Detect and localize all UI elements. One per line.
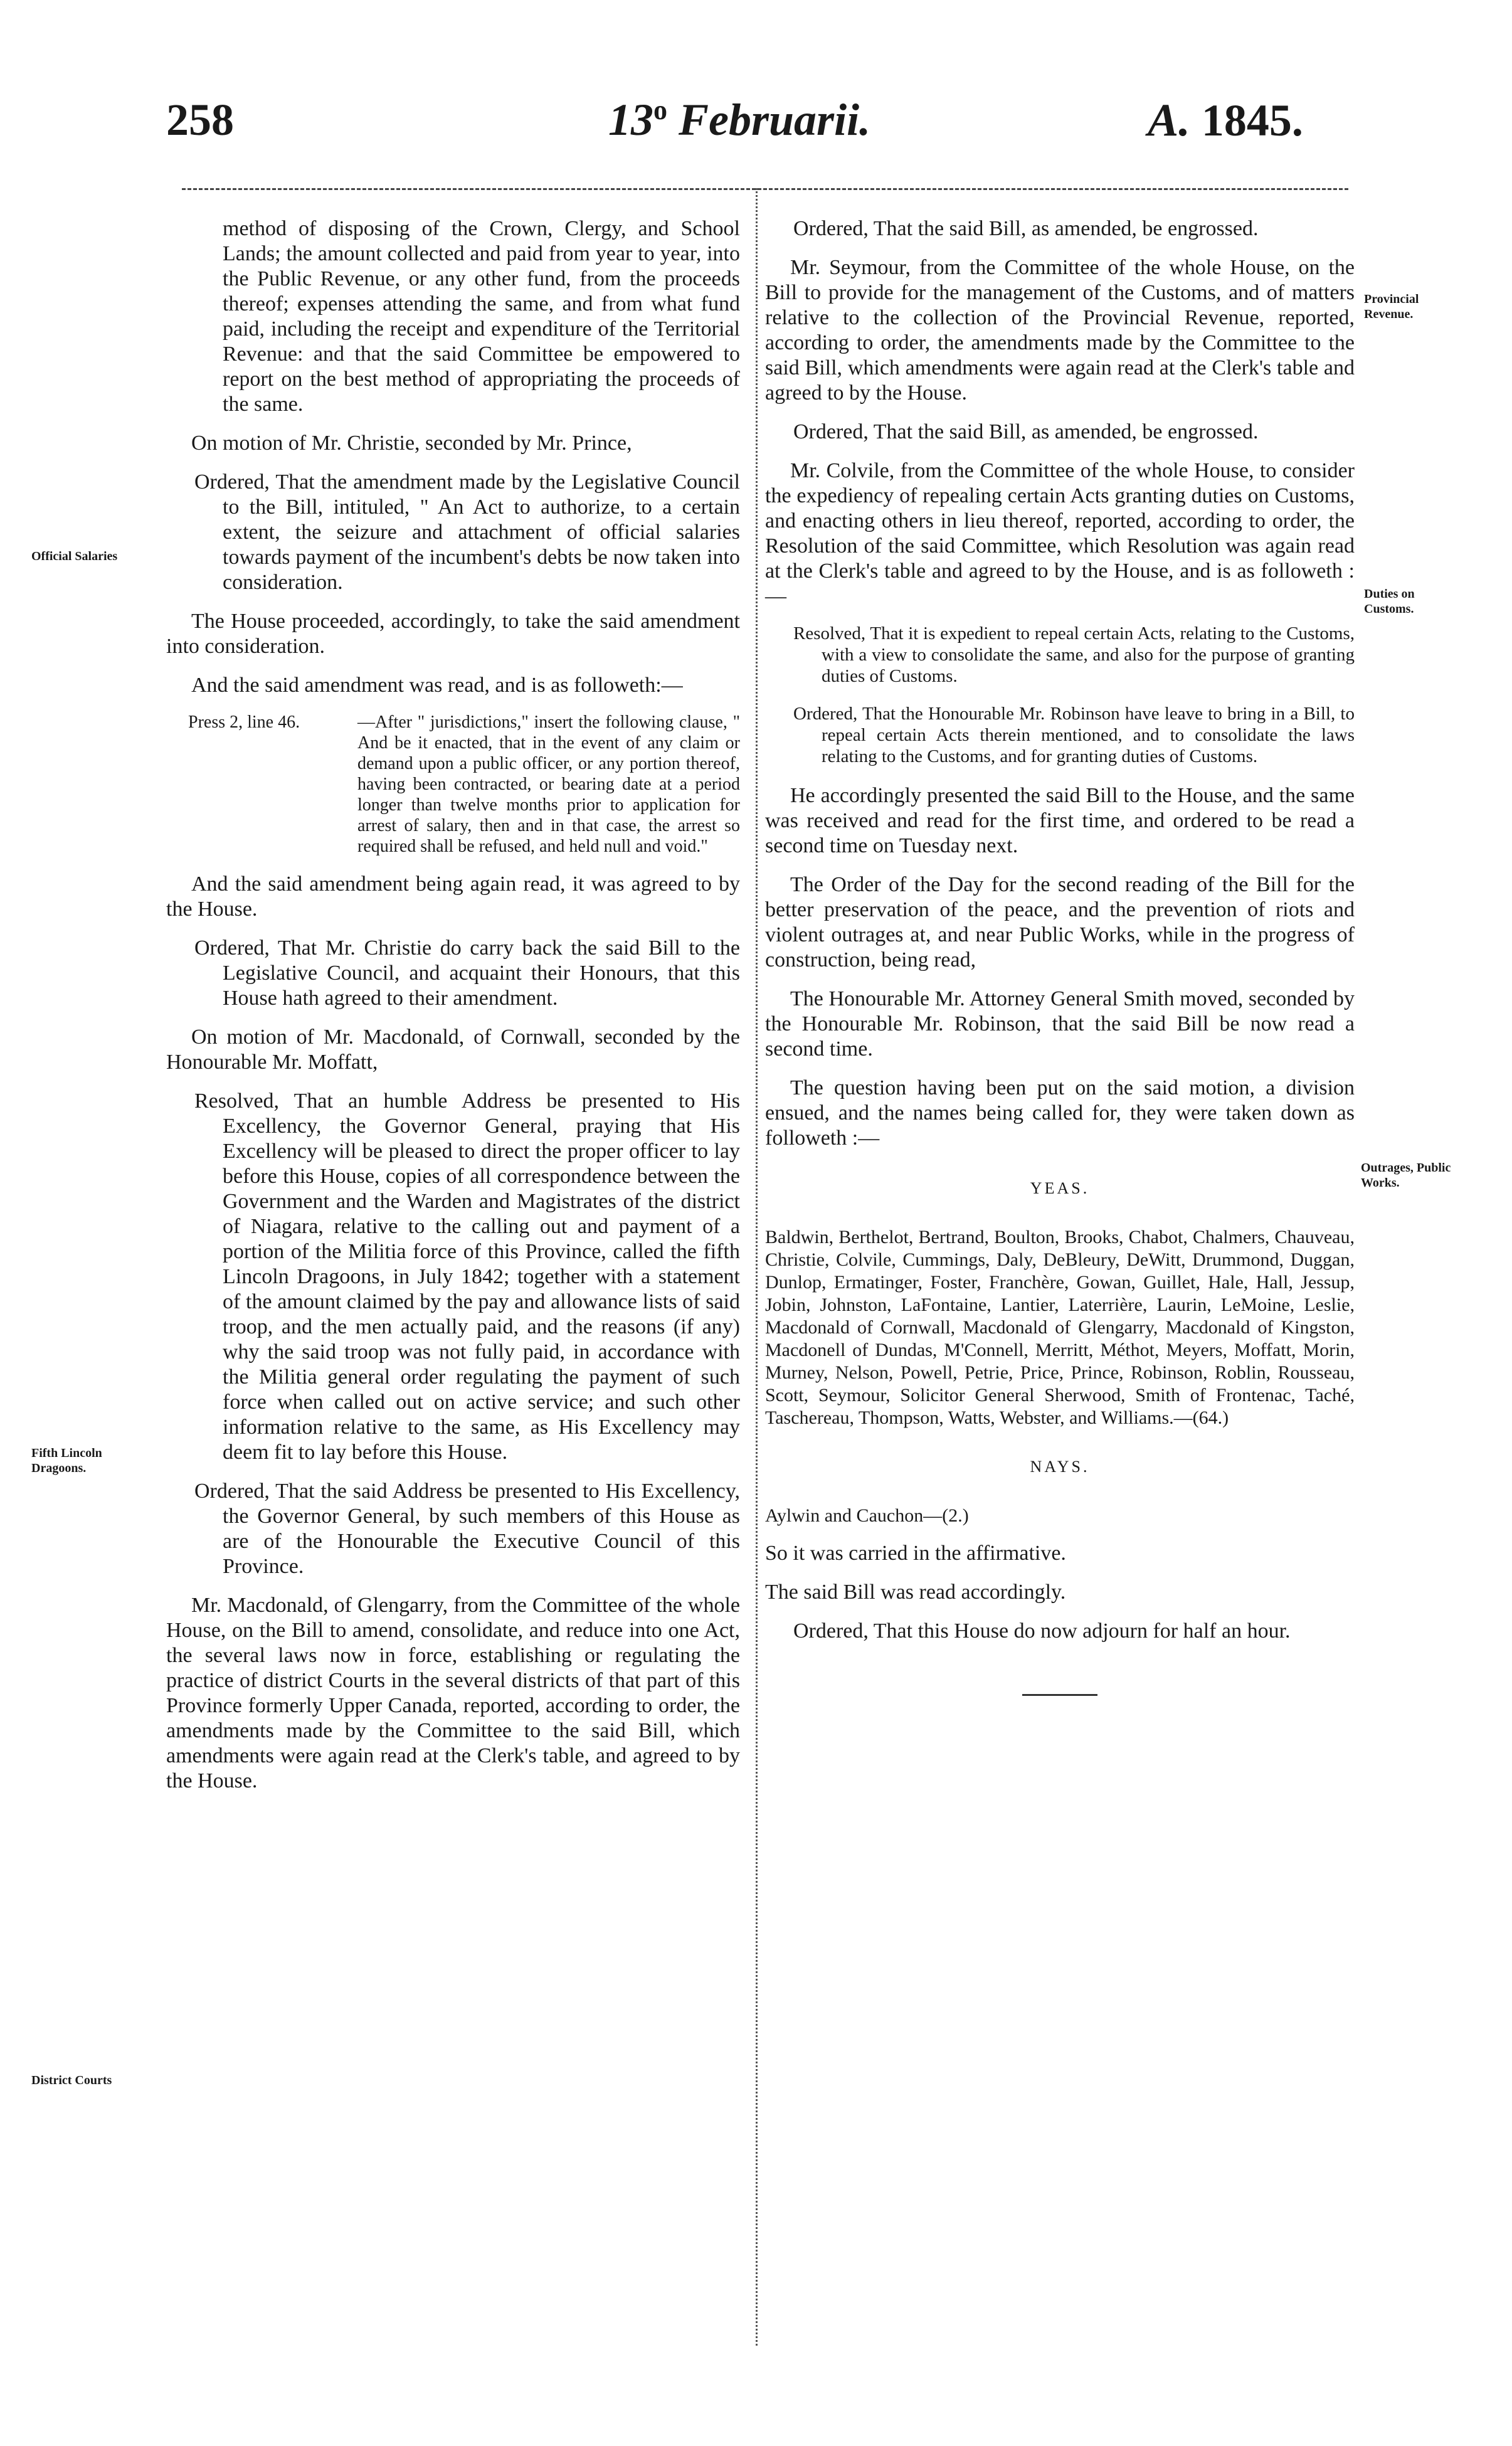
amendment-body: —After " jurisdictions," insert the following clause, " And be it enacted, that in the event of any claim or demand upon a public officer, or any portion thereof, having been contracted, or bearing date at a period longer than twelve months prior to application for arrest of salary, then and in that case, the arrest so required shall be refused, and held null and void." <box>357 712 740 856</box>
right-paragraph-6: Ordered, That the Honourable Mr. Robinson have leave to bring in a Bill, to repeal certain Acts therein mentioned, and to consolidate the laws relating to the Customs, and for granting duties of Customs. <box>793 704 1355 766</box>
page-number: 258 <box>166 95 234 145</box>
left-paragraph-9: Resolved, That an humble Address be presented to His Excellency, the Governor General, praying that His Excellency will be pleased to direct the proper officer to lay before this House, copies of all correspondence between the Government and the Warden and Magistrates of the district of Niagara, relative to the calling out and payment of a portion of the Militia force of this Province, called the fifth Lincoln Dragoons, in July 1842; together with a statement of the amount claimed by the pay and allowance lists of said troop, and the men actually paid, and the reasons (if any) why the said troop was not fully paid, in accordance with the Militia general order regulating the payment of such force when called out on active service; and such other information relative to the same, as His Excellency may deem fit to lay before this House. <box>194 1089 740 1464</box>
page-date: 13$^o$ Februarii. <box>608 95 871 145</box>
margin-note-official-salaries: Official Salaries <box>31 549 118 563</box>
left-paragraph-7: Ordered, That Mr. Christie do carry back the said Bill to the Legislative Council, and acquaint their Honours, that this House hath agreed to their amendment. <box>194 936 740 1010</box>
amendment-label: Press 2, line 46. <box>188 712 300 732</box>
column-divider <box>756 188 758 2346</box>
left-paragraph-8: On motion of Mr. Macdonald, of Cornwall, seconded by the Honourable Mr. Moffatt, <box>166 1025 740 1074</box>
right-paragraph-2: Mr. Seymour, from the Committee of the whole House, on the Bill to provide for the management of the Customs, and of matters relative to the collection of the Provincial Revenue, reported, according to order, the amendments made by the Committee to the said Bill, which amendments were again read at the Clerk's table and agreed to by the House. <box>765 256 1355 405</box>
header-rule <box>182 188 1348 190</box>
right-paragraph-1: Ordered, That the said Bill, as amended, be engrossed. <box>793 217 1259 240</box>
left-paragraph-6: And the said amendment being again read, it was agreed to by the House. <box>166 872 740 921</box>
margin-note-duties-customs: Duties on Customs. <box>1364 587 1415 616</box>
left-paragraph-10: Ordered, That the said Address be presented to His Excellency, the Governor General, by such members of this House as are of the Honourable the Executive Council of this Province. <box>194 1480 740 1578</box>
nays-list: Aylwin and Cauchon—(2.) <box>765 1505 969 1526</box>
right-paragraph-7: He accordingly presented the said Bill to the House, and the same was received and read for the first time, and ordered to be read a second time on Tuesday next. <box>765 784 1355 857</box>
right-paragraph-12: The said Bill was read accordingly. <box>765 1580 1066 1604</box>
page-year: A. 1845. <box>1148 95 1303 146</box>
right-paragraph-9: The Honourable Mr. Attorney General Smith moved, seconded by the Honourable Mr. Robinson, that the said Bill be now read a second time. <box>765 987 1355 1061</box>
left-paragraph-5: And the said amendment was read, and is as followeth:— <box>191 674 683 697</box>
right-paragraph-5: Resolved, That it is expedient to repeal certain Acts, relating to the Customs, with a view to consolidate the same, and also for the purpose of granting duties of Customs. <box>793 623 1355 686</box>
margin-note-provincial-revenue: Provincial Revenue. <box>1364 292 1419 321</box>
resolution-block <box>765 623 1355 767</box>
right-column <box>765 216 1355 1696</box>
right-paragraph-10: The question having been put on the said motion, a division ensued, and the names being called for, they were taken down as followeth :— <box>765 1076 1355 1150</box>
left-paragraph-1: method of disposing of the Crown, Clergy, and School Lands; the amount collected and paid from year to year, into the Public Revenue, or any other fund, from the proceeds thereof; expenses attending the same, and from what fund paid, including the receipt and expenditure of the Territorial Revenue: and that the said Committee be empowered to report on the best method of appropriating the proceeds of the same. <box>223 217 740 416</box>
margin-note-district-courts: District Courts <box>31 2073 112 2087</box>
right-paragraph-13: Ordered, That this House do now adjourn for half an hour. <box>793 1619 1291 1643</box>
end-rule <box>1022 1694 1097 1696</box>
nays-heading: NAYS. <box>1030 1458 1090 1476</box>
amendment-quote <box>188 712 740 857</box>
margin-note-outrages: Outrages, Public Works. <box>1361 1161 1451 1190</box>
margin-note-fifth-lincoln: Fifth Lincoln Dragoons. <box>31 1446 102 1475</box>
left-paragraph-2: On motion of Mr. Christie, seconded by Mr. Prince, <box>191 431 632 455</box>
right-paragraph-4: Mr. Colvile, from the Committee of the whole House, to consider the expediency of repealing certain Acts granting duties on Customs, and enacting others in lieu thereof, reported, according to order, the Resolution of the said Committee, which Resolution was again read at the Clerk's table and agreed to by the House, and is as followeth :— <box>765 459 1355 608</box>
yeas-list: Baldwin, Berthelot, Bertrand, Boulton, Brooks, Chabot, Chalmers, Chauveau, Christie, Colvile, Cummings, Daly, DeBleury, DeWitt, Drummond, Duggan, Dunlop, Ermatinger, Foster, Franchère, Gowan, Guillet, Hale, Hall, Jessup, Jobin, Johnston, LaFontaine, Lantier, Laterrière, Laurin, LeMoine, Leslie, Macdonald of Cornwall, Macdonald of Glengarry, Macdonald of Kingston, Macdonell of Dundas, M'Connell, Merritt, Méthot, Meyers, Moffatt, Morin, Murney, Nelson, Powell, Petrie, Price, Prince, Robinson, Roblin, Rousseau, Scott, Seymour, Solicitor General Sherwood, Smith of Frontenac, Taché, Taschereau, Thompson, Watts, Webster, and Williams.—(64.) <box>765 1227 1355 1428</box>
right-paragraph-8: The Order of the Day for the second reading of the Bill for the better preservation of the peace, and the prevention of riots and violent outrages at, and near Public Works, while in the progress of construction, being read, <box>765 873 1355 972</box>
left-paragraph-11: Mr. Macdonald, of Glengarry, from the Committee of the whole House, on the Bill to amend, consolidate, and reduce into one Act, the several laws now in force, establishing or regulating the practice of district Courts in the several districts of that part of this Province formerly Upper Canada, reported, according to order, the amendments made by the Committee to the said Bill, which amendments were again read at the Clerk's table, and agreed to by the House. <box>166 1594 740 1792</box>
left-paragraph-3: Ordered, That the amendment made by the Legislative Council to the Bill, intituled, " An Act to authorize, to a certain extent, the seizure and attachment of official salaries towards payment of the incumbent's debts be now taken into consideration. <box>194 470 740 594</box>
page-header <box>0 0 1512 182</box>
yeas-heading: YEAS. <box>1030 1179 1090 1197</box>
right-paragraph-11: So it was carried in the affirmative. <box>765 1542 1066 1565</box>
left-column <box>166 216 740 1808</box>
right-paragraph-3: Ordered, That the said Bill, as amended, be engrossed. <box>793 420 1259 443</box>
left-paragraph-4: The House proceeded, accordingly, to take the said amendment into consideration. <box>166 610 740 658</box>
